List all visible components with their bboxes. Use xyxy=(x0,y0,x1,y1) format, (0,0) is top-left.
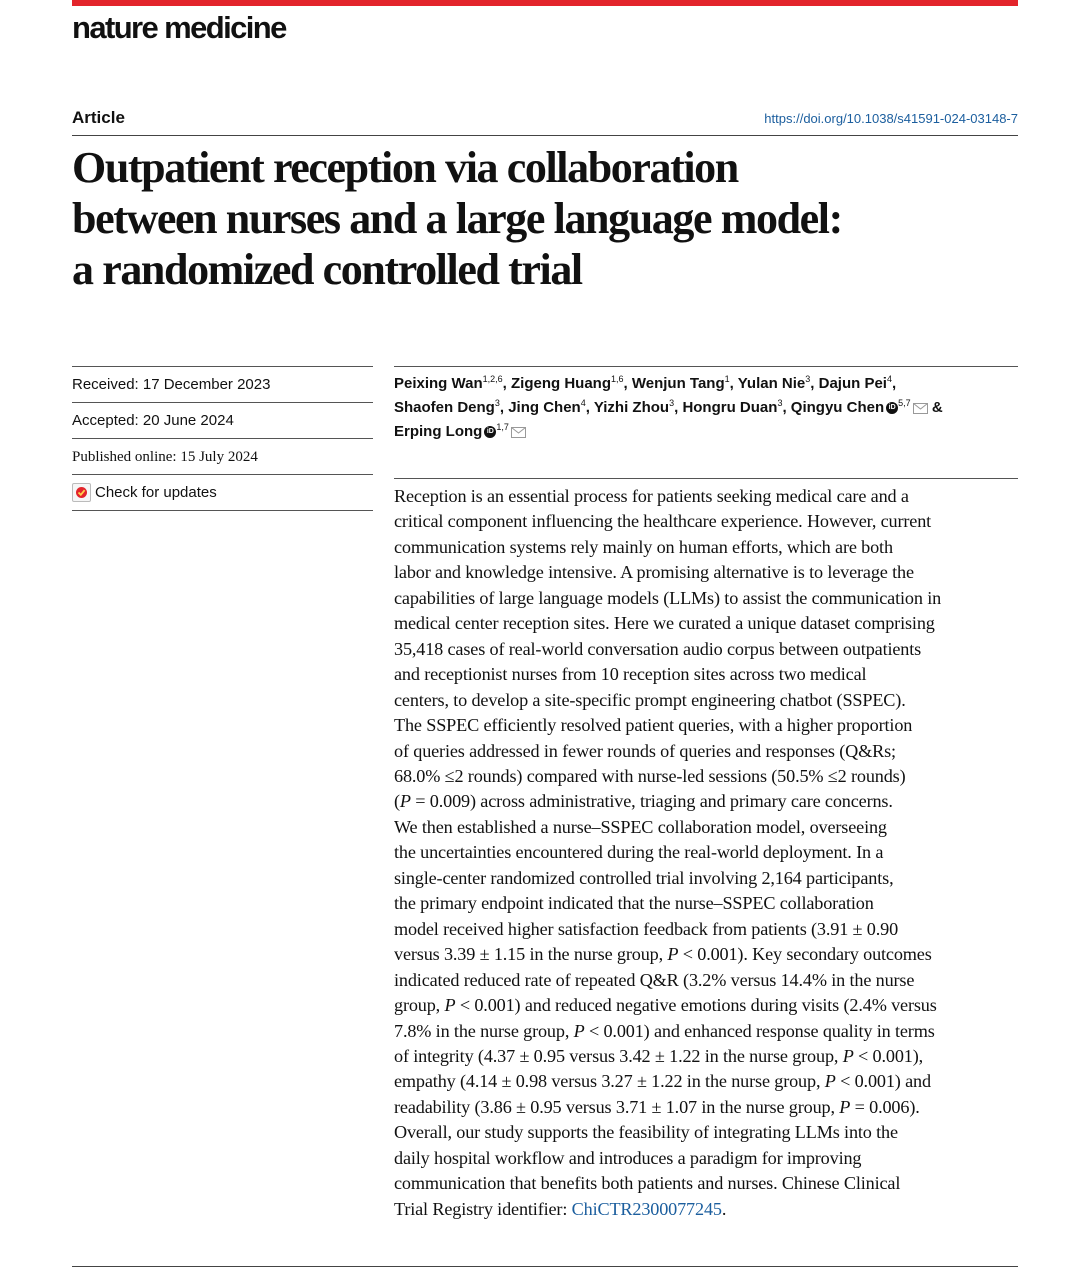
header-divider xyxy=(72,135,1018,136)
author-separator: , xyxy=(674,399,683,416)
abstract-line: daily hospital workflow and introduces a paradigm for improving xyxy=(394,1147,862,1168)
accepted-date: Accepted: 20 June 2024 xyxy=(72,403,373,439)
author-name[interactable]: Zigeng Huang xyxy=(511,375,611,392)
authors-top-divider xyxy=(394,366,1018,367)
author-affiliation: 4 xyxy=(580,398,586,408)
author-affiliation: 3 xyxy=(669,398,675,408)
author-affiliation: 1 xyxy=(724,374,730,384)
abstract-line: single-center randomized controlled trial involving 2,164 participants, xyxy=(394,867,894,888)
author-separator: , xyxy=(585,399,594,416)
abstract-line: The SSPEC efficiently resolved patient queries, with a higher proportion xyxy=(394,715,913,736)
abstract-line: 7.8% in the nurse group, P < 0.001) and enhanced response quality in terms xyxy=(394,1020,935,1041)
author-affiliation: 1,7 xyxy=(496,422,509,432)
abstract-line: indicated reduced rate of repeated Q&R (3.2% versus 14.4% in the nurse xyxy=(394,969,915,990)
email-icon[interactable] xyxy=(913,403,928,414)
author-name[interactable]: Erping Long xyxy=(394,423,483,440)
author-affiliation: 3 xyxy=(805,374,811,384)
author-name[interactable]: Jing Chen xyxy=(508,399,581,416)
check-for-updates-button[interactable] xyxy=(72,475,373,511)
abstract-line: medical center reception sites. Here we curated a unique dataset comprising xyxy=(394,613,935,634)
journal-name[interactable]: nature medicine xyxy=(72,10,286,45)
author-separator: , xyxy=(782,399,791,416)
author-name[interactable]: Hongru Duan xyxy=(682,399,778,416)
author-affiliation: 4 xyxy=(886,374,892,384)
title-line-3: a randomized controlled trial xyxy=(72,245,582,294)
abstract xyxy=(394,484,1024,1222)
abstract-line: Trial Registry identifier: ChiCTR2300077245. xyxy=(394,1198,727,1219)
journal-accent-bar xyxy=(72,0,1018,6)
abstract-line: and receptionist nurses from 10 reception sites across two medical xyxy=(394,664,867,685)
author-affiliation: 3 xyxy=(777,398,783,408)
title-line-1: Outpatient reception via collaboration xyxy=(72,143,738,192)
abstract-line: centers, to develop a site-specific prompt engineering chatbot (SSPEC). xyxy=(394,689,906,710)
abstract-line: We then established a nurse–SSPEC collaboration model, overseeing xyxy=(394,816,887,837)
abstract-line: the uncertainties encountered during the real-world deployment. In a xyxy=(394,842,884,863)
abstract-line: readability (3.86 ± 0.95 versus 3.71 ± 1.07 in the nurse group, P = 0.006). xyxy=(394,1096,920,1117)
abstract-line: 35,418 cases of real-world conversation audio corpus between outpatients xyxy=(394,638,922,659)
abstract-line: of integrity (4.37 ± 0.95 versus 3.42 ± 1.22 in the nurse group, P < 0.001), xyxy=(394,1045,924,1066)
author-name[interactable]: Qingyu Chen xyxy=(790,399,885,416)
author-affiliation: 5,7 xyxy=(898,398,911,408)
author-separator: , xyxy=(729,375,738,392)
abstract-line: capabilities of large language models (LLMs) to assist the communication in xyxy=(394,587,942,608)
crossmark-icon xyxy=(72,483,91,502)
author-name[interactable]: Wenjun Tang xyxy=(631,375,725,392)
abstract-line: empathy (4.14 ± 0.98 versus 3.27 ± 1.22 in the nurse group, P < 0.001) and xyxy=(394,1071,931,1092)
published-date: Published online: 15 July 2024 xyxy=(72,439,373,475)
author-name[interactable]: Dajun Pei xyxy=(818,375,887,392)
author-list xyxy=(394,372,1020,444)
article-title xyxy=(72,142,1032,295)
received-date: Received: 17 December 2023 xyxy=(72,367,373,403)
email-icon[interactable] xyxy=(511,427,526,438)
doi-link[interactable]: https://doi.org/10.1038/s41591-024-03148-7 xyxy=(764,111,1018,126)
orcid-icon[interactable]: iD xyxy=(484,426,496,438)
author-separator: , xyxy=(892,375,897,392)
abstract-line: critical component influencing the healthcare experience. However, current xyxy=(394,511,932,532)
author-separator: , xyxy=(499,399,509,416)
abstract-line: of queries addressed in fewer rounds of queries and responses (Q&Rs; xyxy=(394,740,896,761)
abstract-line: communication systems rely mainly on human efforts, which are both xyxy=(394,536,893,557)
author-separator: , xyxy=(502,375,511,392)
author-affiliation: 1,2,6 xyxy=(482,374,503,384)
article-type: Article xyxy=(72,108,125,127)
abstract-line: model received higher satisfaction feedback from patients (3.91 ± 0.90 xyxy=(394,918,899,939)
author-name[interactable]: Yizhi Zhou xyxy=(593,399,670,416)
author-separator: & xyxy=(927,399,943,416)
abstract-line: (P = 0.009) across administrative, triaging and primary care concerns. xyxy=(394,791,893,812)
abstract-line: versus 3.39 ± 1.15 in the nurse group, P < 0.001). Key secondary outcomes xyxy=(394,944,932,965)
author-separator: , xyxy=(623,375,632,392)
abstract-line: the primary endpoint indicated that the nurse–SSPEC collaboration xyxy=(394,893,874,914)
abstract-line: labor and knowledge intensive. A promising alternative is to leverage the xyxy=(394,562,914,583)
page-bottom-divider xyxy=(72,1266,1018,1267)
title-line-2: between nurses and a large language model: xyxy=(72,194,842,243)
abstract-line: communication that benefits both patients and nurses. Chinese Clinical xyxy=(394,1173,901,1194)
author-separator: , xyxy=(810,375,819,392)
article-history xyxy=(72,367,373,511)
author-name[interactable]: Peixing Wan xyxy=(394,375,483,392)
abstract-line: group, P < 0.001) and reduced negative emotions during visits (2.4% versus xyxy=(394,995,937,1016)
trial-registry-link[interactable]: ChiCTR2300077245 xyxy=(571,1198,722,1219)
author-affiliation: 1,6 xyxy=(611,374,624,384)
abstract-line: 68.0% ≤2 rounds) compared with nurse-led sessions (50.5% ≤2 rounds) xyxy=(394,765,906,786)
check-for-updates-label: Check for updates xyxy=(95,483,217,501)
orcid-icon[interactable]: iD xyxy=(886,402,898,414)
author-affiliation: 3 xyxy=(494,398,500,408)
abstract-line: Overall, our study supports the feasibility of integrating LLMs into the xyxy=(394,1122,898,1143)
abstract-line: Reception is an essential process for patients seeking medical care and a xyxy=(394,486,909,506)
author-name[interactable]: Shaofen Deng xyxy=(394,399,495,416)
authors-bottom-divider xyxy=(394,478,1018,479)
author-name[interactable]: Yulan Nie xyxy=(737,375,806,392)
